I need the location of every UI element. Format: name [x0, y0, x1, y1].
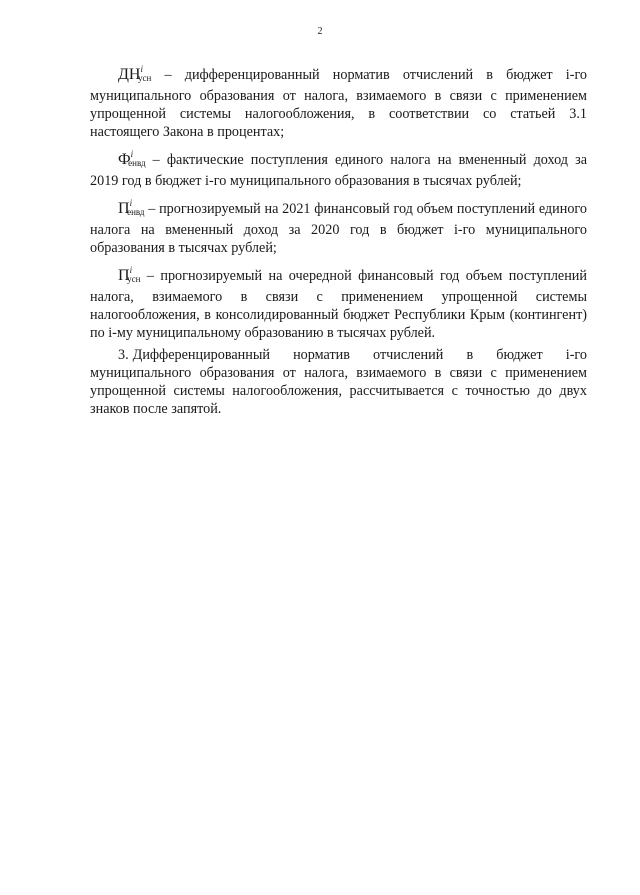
formula-subscript: усн — [127, 274, 141, 284]
formula-symbol: П — [118, 200, 130, 217]
formula-superscript: i — [129, 265, 133, 275]
definition-paragraph-p-envd — [90, 194, 587, 257]
formula-superscript: i — [130, 149, 134, 159]
formula-subscript: енвд — [127, 207, 145, 217]
formula-superscript: i — [129, 198, 133, 208]
formula-symbol: ДН — [118, 66, 141, 83]
formula-symbol: П — [118, 267, 130, 284]
definition-paragraph-dn-usn — [90, 60, 587, 141]
definition-text: – дифференцированный норматив отчислений в бюджет i-го муниципального образования от налога, взимаемого в связи с применением упрощенной системы налогообложения, в соответствии со статьей 3.1 настоящего Закона в процентах; — [90, 67, 587, 140]
definition-text: – фактические поступления единого налога на вмененный доход за 2019 год в бюджет i-го муниципального образования в тысячах рублей; — [90, 152, 587, 189]
clause-paragraph-3 — [90, 346, 587, 418]
definition-paragraph-f-envd — [90, 145, 587, 190]
page-number: 2 — [317, 26, 323, 37]
formula-symbol: Ф — [118, 151, 131, 168]
clause-text: Дифференцированный норматив отчислений в бюджет i-го муниципального образования от налога, взимаемого в связи с применением упрощенной системы налогообложения, рассчитывается с точностью до двух знаков после запятой. — [90, 347, 587, 417]
formula-superscript: i — [140, 64, 143, 74]
definition-text: – прогнозируемый на очередной финансовый год объем поступлений налога, взимаемого в связи с применением упрощенной системы налогообложения, в консолидированный бюджет Республики Крым (контингент) по i-му муниципальному образованию в тысячах рублей. — [90, 268, 587, 341]
clause-number: 3. — [118, 347, 129, 363]
definition-text: – прогнозируемый на 2021 финансовый год объем поступлений единого налога на вмененный доход за 2020 год в бюджет i-го муниципального образования в тысячах рублей; — [90, 201, 587, 256]
formula-subscript: усн — [137, 73, 152, 83]
document-body — [90, 60, 587, 418]
definition-paragraph-p-usn — [90, 261, 587, 342]
formula-subscript: енвд — [128, 158, 146, 168]
